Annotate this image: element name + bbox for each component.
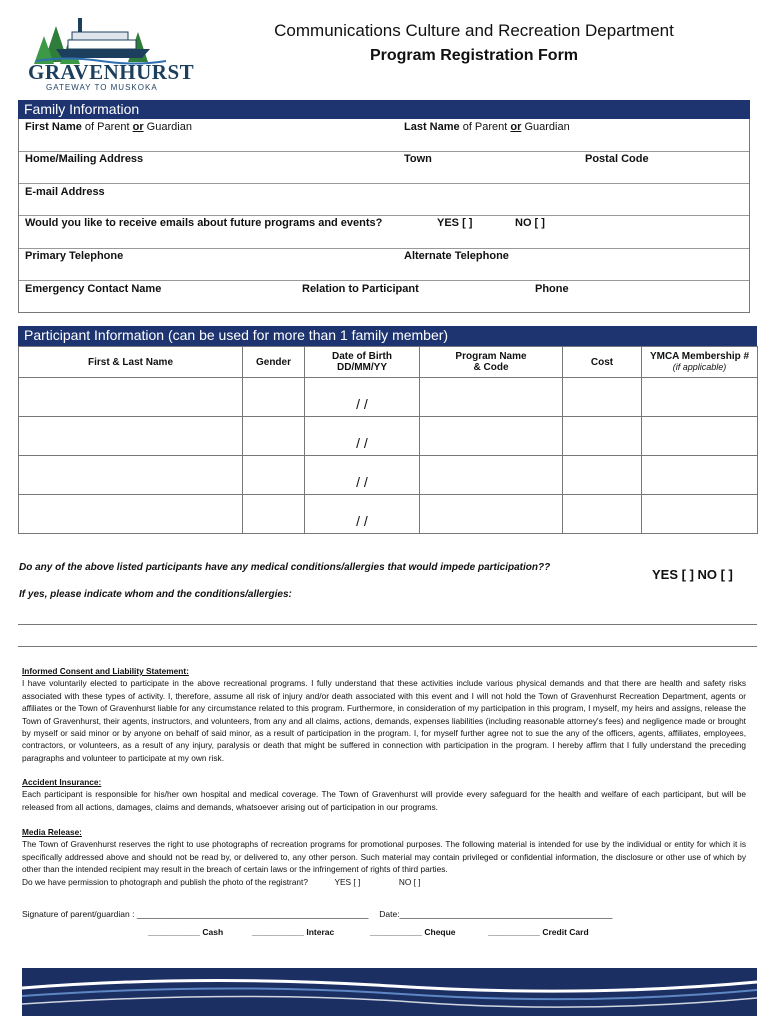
media-yes[interactable]: YES [ ] [334,876,361,887]
dob-cell[interactable]: / / [305,417,420,456]
email-field[interactable]: E-mail Address [25,186,105,198]
cost-cell[interactable] [563,417,642,456]
table-row [19,417,758,456]
email-optin-yes[interactable]: YES [ ] [437,217,473,229]
cost-cell[interactable] [563,378,642,417]
program-cell[interactable] [420,378,563,417]
address-field[interactable]: Home/Mailing Address [25,153,144,165]
name-cell[interactable] [19,378,243,417]
email-optin-no[interactable]: NO [ ] [515,217,545,229]
accident-text: Each participant is responsible for his/her own hospital and medical coverage. The Town of Gravenhurst will provide every safeguard for the health and welfare of each participant, but will be released from all actions, damages, claims and demands, whatsoever arising out of participation in our programs. [22,789,746,812]
name-cell[interactable] [19,456,243,495]
medical-yes-no[interactable]: YES [ ] NO [ ] [652,567,733,582]
cost-cell[interactable] [563,456,642,495]
accident-heading: Accident Insurance: [22,777,102,787]
participant-section-title: Participant Information (can be used for more than 1 family member) [24,327,449,343]
row-email [19,184,749,216]
ymca-cell[interactable] [642,456,758,495]
town-field[interactable]: Town [404,153,432,165]
emergency-contact-field[interactable]: Emergency Contact Name [25,283,162,295]
consent-section [22,665,746,764]
payment-cash[interactable]: ___________ Cash [148,927,224,937]
row-address [19,152,749,184]
row-email-optin [19,216,749,249]
col-dob: Date of Birth DD/MM/YY [305,347,420,378]
accident-section [22,776,746,813]
row-parent-names [19,119,749,152]
row-phones [19,249,749,281]
media-no[interactable]: NO [ ] [398,876,421,887]
primary-phone-field[interactable]: Primary Telephone [25,250,124,262]
signature-row [22,909,612,919]
signature-line[interactable]: _________________________________________________ [136,909,369,919]
col-cost: Cost [563,347,642,378]
date-label: Date: [379,909,400,919]
dob-cell[interactable]: / / [305,495,420,534]
medical-question: Do any of the above listed participants have any medical conditions/allergies that would impede participation?? [19,562,551,573]
payment-cheque[interactable]: ___________ Cheque [370,927,456,937]
table-row [19,456,758,495]
medical-line-2[interactable] [18,646,757,647]
logo-tagline: GATEWAY TO MUSKOKA [46,83,158,92]
date-line[interactable]: _____________________________________________ [399,909,613,919]
last-name-field[interactable]: Last Name of Parent or Guardian [404,121,570,133]
family-section-title: Family Information [24,101,140,117]
gender-cell[interactable] [243,378,305,417]
dob-cell[interactable]: / / [305,456,420,495]
gender-cell[interactable] [243,456,305,495]
signature-label: Signature of parent/guardian : [22,909,135,919]
col-ymca: YMCA Membership # (if applicable) [642,347,758,378]
department-name: Communications Culture and Recreation Department [274,21,674,40]
program-cell[interactable] [420,495,563,534]
ymca-cell[interactable] [642,378,758,417]
relation-field[interactable]: Relation to Participant [302,283,419,295]
family-info-box [18,119,750,313]
media-section [22,826,746,888]
name-cell[interactable] [19,417,243,456]
payment-interac[interactable]: ___________ Interac [252,927,335,937]
logo-wordmark: GRAVENHURST [28,60,195,84]
dob-cell[interactable]: / / [305,378,420,417]
footer-wave-icon [22,968,757,1016]
family-section-bar [18,100,750,119]
form-title: Program Registration Form [369,47,579,64]
program-cell[interactable] [420,456,563,495]
cost-cell[interactable] [563,495,642,534]
media-text: The Town of Gravenhurst reserves the right to use photographs of recreation programs for promotional purposes. The following material is intended for use by the individual or entity for which it is specifically addressed above and should not be read by, or delivered to, any other person. Such material may contain privileged or confidential information, the disclosure or other use of which by other than the intended recipient may result in the breach of certain laws or the infringement of rights of third parties. [22,839,746,875]
gender-cell[interactable] [243,495,305,534]
participant-table-header [19,347,758,378]
table-row [19,495,758,534]
email-optin-question: Would you like to receive emails about future programs and events? [25,217,383,229]
ymca-cell[interactable] [642,495,758,534]
col-program: Program Name & Code [420,347,563,378]
consent-text: I have voluntarily elected to participate in the above recreational programs. I fully understand that these activities include various physical demands and that there are health and safety risks associated with these types of activity. I, therefore, assume all risk of injury and/or death associated with this event and I will not hold the Town of Gravenhurst Recreation Department, agents or affiliates or the Town of Gravenhurst liable for any circumstance related to this program. Furthermore, in consideration of my participation in this program, I myself, my heirs and assigns, release the Town of Gravenhurst, their agents, instructors, and volunteers, from any and all claims, actions, demands, expenses liabilities (including reasonable attorney's fees) and negligence made or brought by myself or said minor or by anyone on behalf of said minor, as a result of participation in the program. I, for myself further agree not to sue the any of the officers, agents, affiliates, employees, contractors, or volunteers, as a result of any injury, paralysis or death that might be suffered in connection with participation in the program. I hereby affirm that I fully understand the preceding paragraphs and volunteer to participate at my own risk. [22,678,746,763]
program-cell[interactable] [420,417,563,456]
name-cell[interactable] [19,495,243,534]
payment-credit-card[interactable]: ___________ Credit Card [488,927,589,937]
first-name-field[interactable]: First Name of Parent or Guardian [25,121,192,133]
col-gender: Gender [243,347,305,378]
gender-cell[interactable] [243,417,305,456]
col-name: First & Last Name [19,347,243,378]
alternate-phone-field[interactable]: Alternate Telephone [404,250,509,262]
table-row [19,378,758,417]
postal-code-field[interactable]: Postal Code [585,153,649,165]
emergency-phone-field[interactable]: Phone [535,283,569,295]
participant-table [18,346,758,534]
media-heading: Media Release: [22,827,82,837]
ymca-cell[interactable] [642,417,758,456]
media-permission-question: Do we have permission to photograph and publish the photo of the registrant? [22,876,308,887]
media-permission-row [22,876,746,888]
participant-section-bar [18,326,757,346]
medical-if-yes: If yes, please indicate whom and the conditions/allergies: [19,589,292,600]
medical-line-1[interactable] [18,624,757,625]
row-emergency [19,281,749,313]
consent-heading: Informed Consent and Liability Statement: [22,666,189,676]
